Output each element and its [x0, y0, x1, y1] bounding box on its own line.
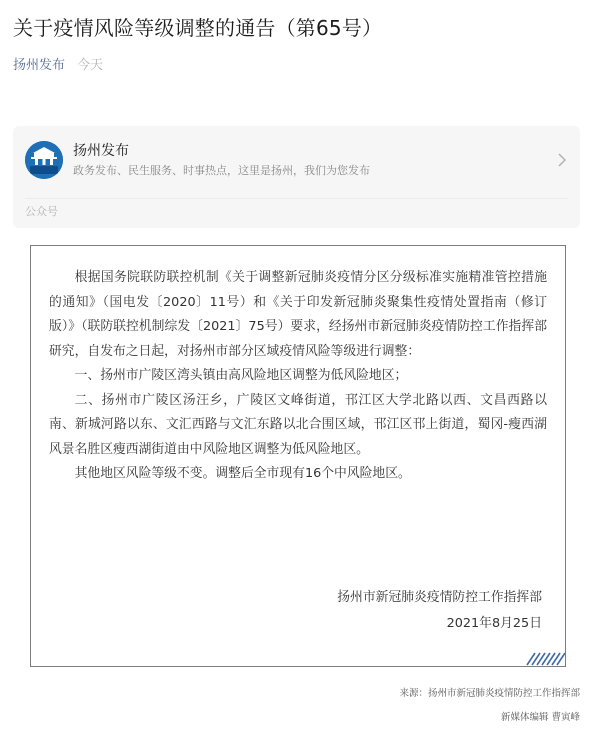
notice-signature: 扬州市新冠肺炎疫情防控工作指挥部 — [337, 590, 542, 605]
card-account-name: 扬州发布 — [73, 143, 129, 159]
card-divider — [25, 198, 568, 199]
card-account-description: 政务发布、民生服务、时事热点，这里是扬州，我们为您发布 — [73, 164, 370, 177]
notice-paragraph-2: 一、扬州市广陵区湾头镇由高风险地区调整为低风险地区； — [74, 368, 408, 383]
notice-paragraph-4: 其他地区风险等级不变。调整后全市现有16个中风险地区。 — [74, 466, 411, 481]
notice-date: 2021年8月25日 — [446, 616, 542, 631]
avatar-logo-icon — [25, 141, 63, 179]
account-card[interactable] — [13, 126, 580, 228]
chevron-right-icon — [558, 152, 566, 171]
article-title: 关于疫情风险等级调整的通告（第65号） — [13, 16, 383, 40]
source-credit: 来源：扬州市新冠肺炎疫情防控工作指挥部 — [399, 688, 580, 699]
editor-credit: 新媒体编辑 曹寅峰 — [500, 712, 580, 723]
notice-box — [30, 245, 566, 667]
account-link[interactable]: 扬州发布 — [13, 58, 66, 73]
notice-paragraph-1: 根据国务院联防联控机制《关于调整新冠肺炎疫情分区分级标准实施精准管控措施的通知》（国电发〔2020〕11号）和《关于印发新冠肺炎聚集性疫情处置指南（修订版）》（联防联控机制综发〔2021〕75号）要求，经扬州市新冠肺炎疫情防控工作指挥部研究，自发布之日起，对扬州市部分区域疫情风险等级进行调整： — [49, 270, 547, 359]
notice-body — [49, 266, 547, 487]
corner-stripes-icon — [525, 650, 565, 666]
article-meta — [13, 57, 103, 75]
card-footer-label: 公众号 — [25, 205, 58, 218]
notice-paragraph-3: 二、扬州市广陵区汤汪乡，广陵区文峰街道，邗江区大学北路以西、文昌西路以南、新城河路以东、文汇西路与文汇东路以北合围区域，邗江区邗上街道，蜀冈-瘦西湖风景名胜区瘦西湖街道由中风险地区调整为低风险地区。 — [49, 392, 547, 457]
publish-time: 今天 — [77, 58, 104, 73]
